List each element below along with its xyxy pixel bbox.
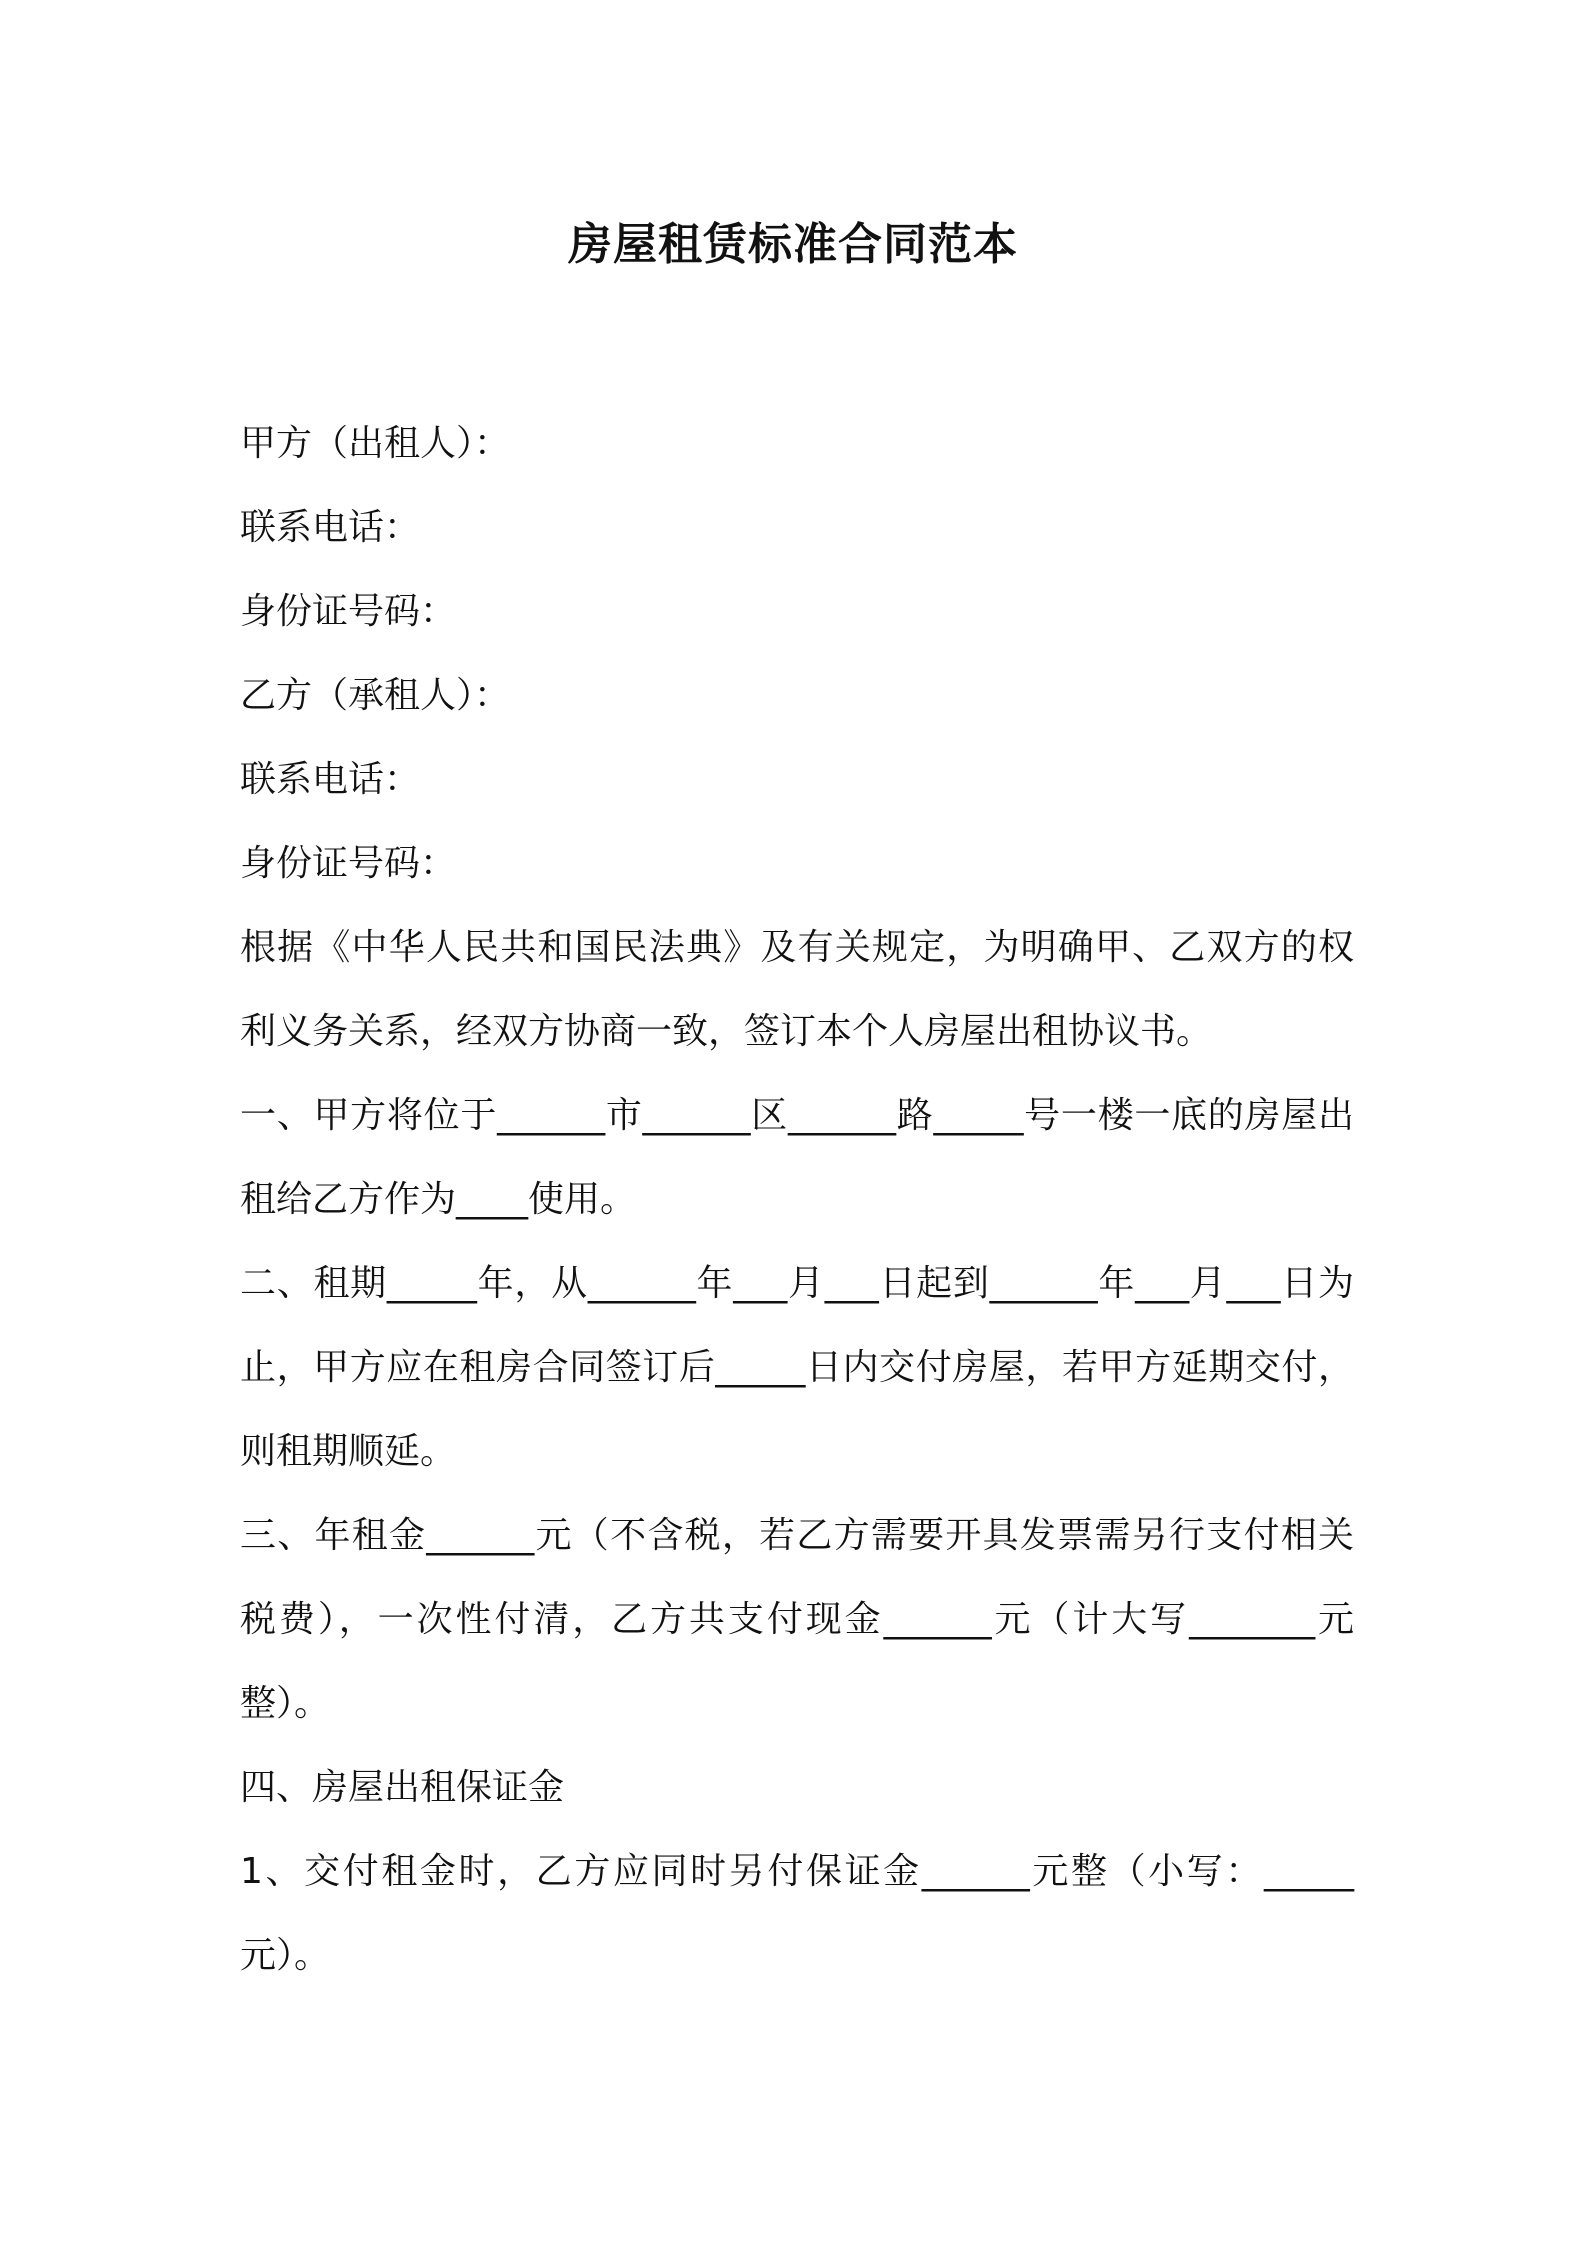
clause-1-paragraph: 一、甲方将位于______市______区______路_____号一楼一底的房屋出租给乙方作为____使用。 bbox=[240, 1095, 1354, 1220]
clause-2-paragraph: 二、租期_____年，从______年___月___日起到______年___月___日为止，甲方应在租房合同签订后_____日内交付房屋，若甲方延期交付，则租期顺延。 bbox=[240, 1263, 1354, 1472]
clause-3-paragraph: 三、年租金______元（不含税，若乙方需要开具发票需另行支付相关税费），一次性付清，乙方共支付现金______元（计大写_______元整）。 bbox=[240, 1515, 1354, 1724]
document-title: 房屋租赁标准合同范本 bbox=[568, 219, 1018, 270]
party-a-label: 甲方（出租人）： bbox=[240, 423, 511, 464]
clause-4-1-paragraph: 1、交付租金时，乙方应同时另付保证金______元整（小写：_____元）。 bbox=[240, 1851, 1354, 1976]
party-b-label: 乙方（承租人）： bbox=[240, 675, 511, 716]
document-body bbox=[240, 402, 1354, 1998]
party-b-id-label: 身份证号码： bbox=[240, 843, 457, 884]
preamble-paragraph: 根据《中华人民共和国民法典》及有关规定，为明确甲、乙双方的权利义务关系，经双方协商一致，签订本个人房屋出租协议书。 bbox=[240, 927, 1354, 1052]
party-a-phone-label: 联系电话： bbox=[240, 507, 421, 548]
party-b-phone-label: 联系电话： bbox=[240, 759, 421, 800]
clause-4-heading: 四、房屋出租保证金 bbox=[240, 1767, 565, 1808]
party-a-id-label: 身份证号码： bbox=[240, 591, 457, 632]
